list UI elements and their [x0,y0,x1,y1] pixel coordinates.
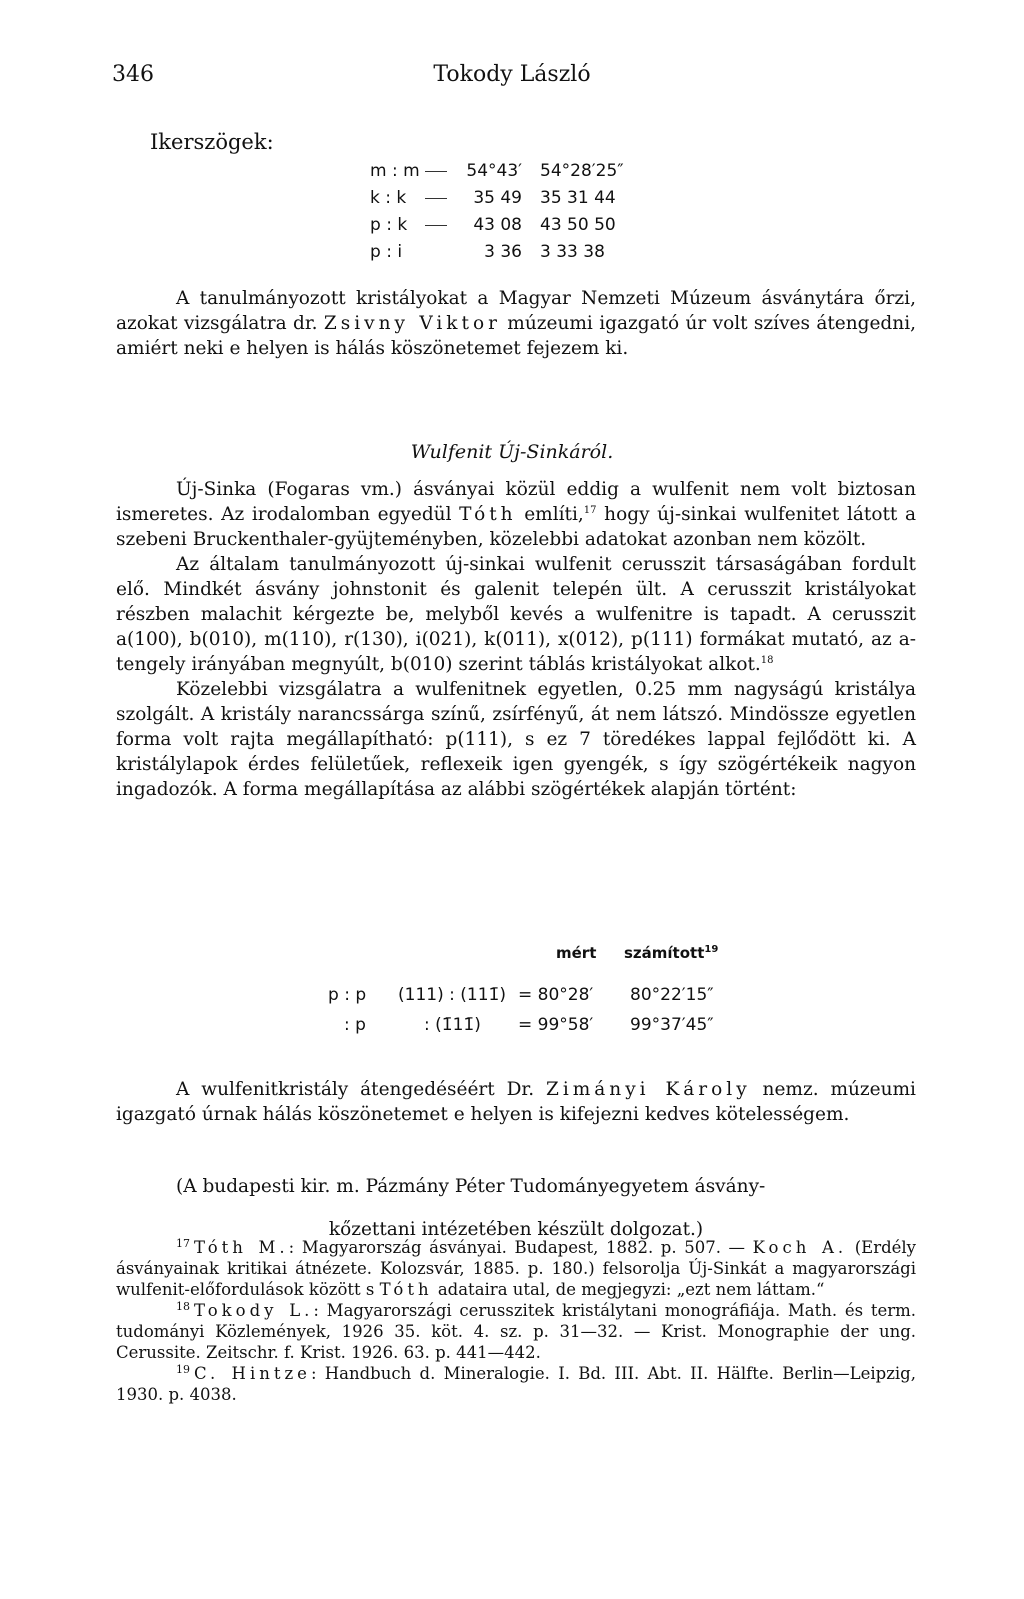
footnote-17 [116,1237,916,1300]
footnote-number: 18 [176,1299,190,1313]
face-indices: (111) : (111̄) [398,985,506,1005]
leader-line [425,198,447,199]
face-label: p : p [328,985,367,1005]
table-row [370,212,700,239]
person-name: C. Hintze [194,1364,311,1383]
leader-line [425,171,447,172]
footnote-ref: 18 [760,654,774,666]
text-line: múzeumi [507,313,593,334]
measured-value: = 99°58′ [518,1015,594,1035]
twin-angle-table [370,158,700,266]
footnote-number: 17 [176,1236,190,1250]
person-name: Tóth [379,1280,433,1299]
running-author: Tokody László [433,62,591,87]
paragraph-acknowledgement-museum [116,286,916,361]
footnotes [116,1237,916,1405]
table-row [370,158,700,185]
faces: p : i [370,242,403,262]
leader-line [425,225,447,226]
footnote-text: adataira utal, de megjegyzi: „ezt nem láttam.“ [432,1280,825,1299]
person-name: Zimányi Károly [545,1078,751,1100]
person-name: Tokody L. [194,1301,314,1320]
faces: p : k [370,215,408,235]
table-row [370,185,700,212]
institute-line: (A budapesti kir. m. Pázmány Péter Tudományegyetem ásvány- [176,1175,766,1197]
body-text: Új-Sinka (Fogaras vm.) ásványai közül eddig a wulfenit nem volt biztosan ismeretes. Az irodalomban egyedül [116,479,916,525]
footnote-text: : Magyarországi cerusszitek kristálytani monográfiája. Math. és term. tudományi Közlemények, 1926 35. köt. 4. sz. p. 31—32. — Krist. Monographie der ung. Cerussite. Zeitschr. f. Krist. 1926. 63. p. 441—442. [116,1301,916,1362]
running-head [112,62,912,92]
footnote-number: 19 [176,1362,190,1376]
person-name: Tóth [459,504,517,525]
measured-value: 3 36 [484,242,522,262]
calculated-value: 80°22′15″ [630,985,714,1005]
body-text: említi, [524,504,584,525]
footnote-text: : Handbuch d. Mineralogie. I. Bd. III. Abt. II. Hälfte. Berlin—Leipzig, 1930. p. 4038. [116,1364,916,1404]
calculated-value: 54°28′25″ [540,161,624,181]
face-label: : p [344,1015,366,1035]
text-line: igazgató úr volt szíves átengedni, amiért neki e helyen is hálás [116,313,916,359]
measured-header: mért [556,944,597,962]
measured-value: = 80°28′ [518,985,594,1005]
twin-angles-heading: Ikerszögek: [150,130,274,154]
body-text: nemz. múzeumi igazgató úrnak hálás köszönetemet e helyen is kifejezni kedves kötelességem. [116,1078,916,1125]
calculated-value: 43 50 50 [540,215,616,235]
paragraph-uj-sinka [116,477,916,802]
person-name: Tóth M. [194,1238,289,1257]
footnote-ref: 17 [583,504,597,516]
table-row [370,239,700,266]
body-text: A wulfenitkristály átengedéséért Dr. [176,1078,535,1100]
paragraph-acknowledgement-zimanyi [116,1058,916,1145]
faces: m : m [370,161,420,181]
measurement-table [328,980,868,1040]
text-line: ásványtára őrzi, azokat vizsgálatra dr. [116,288,916,334]
calculated-value: 35 31 44 [540,188,616,208]
footnote-text: : Magyarország ásványai. Budapest, 1882. p. 507. — [288,1238,746,1257]
person-name: Koch A. [752,1238,848,1257]
footnote-19 [116,1363,916,1405]
body-text: hogy új-sinkai wulfenitet látott a szebeni Bruckenthaler-gyüjteményben, közelebbi adatokat azonban nem közölt. [116,504,917,550]
footnote-ref: 19 [704,944,719,955]
text-line: A tanulmányozott kristályokat a Magyar Nemzeti Múzeum [176,288,752,309]
calculated-value: 3 33 38 [540,242,605,262]
body-text: Az általam tanulmányozott új-sinkai wulfenit cerusszit társaságában fordult elő. Mindkét ásvány johnstonit és galenit telepén ült. A cerusszit kristályokat részben malachit kérgezte be, melyből kevés a wulfenitre is tapadt. A cerusszit a(100), b(010), m(110), r(130), i(021), k(011), x(012), p(111) formákat mutató, az a-tengely irányában megnyúlt, b(010) szerint táblás kristályokat alkot. [116,554,916,675]
measured-value: 43 08 [473,215,522,235]
faces: k : k [370,188,407,208]
measured-value: 54°43′ [466,161,522,181]
table-row [328,1010,868,1040]
calculated-header [624,944,718,962]
section-title: Wulfenit Új-Sinkáról. [410,441,614,463]
text-line: köszönetemet fejezem ki. [390,338,629,359]
page-number: 346 [112,62,154,87]
face-indices: : (1̄11̄) [424,1015,481,1035]
institute-line: kőzettani intézetében készült dolgozat.) [328,1219,704,1240]
footnote-text: (Erdély ásványainak kritikai átnézete. Kolozsvár, 1885. p. 180.) felsorolja Új-Sinkát a magyarországi wulfenit-előfordulások között s [116,1238,917,1299]
calculated-header-label: számított [624,944,705,962]
footnote-18 [116,1300,916,1363]
table-row [328,980,868,1010]
measured-value: 35 49 [473,188,522,208]
body-text: Közelebbi vizsgálatra a wulfenitnek egyetlen, 0.25 mm nagyságú kristálya szolgált. A kristály narancssárga színű, zsírfényű, át nem látszó. Mindössze egyetlen forma volt rajta megállapítható: p(111), s ez 7 töredékes lappal fejlődött ki. A kristálylapok érdes felületűek, reflexeik igen gyengék, s így szögértékeik nagyon ingadozók. A forma megállapítása az alábbi szögértékek alapján történt: [116,679,916,800]
calculated-value: 99°37′45″ [630,1015,714,1035]
person-name: Zsivny Viktor [323,313,501,334]
